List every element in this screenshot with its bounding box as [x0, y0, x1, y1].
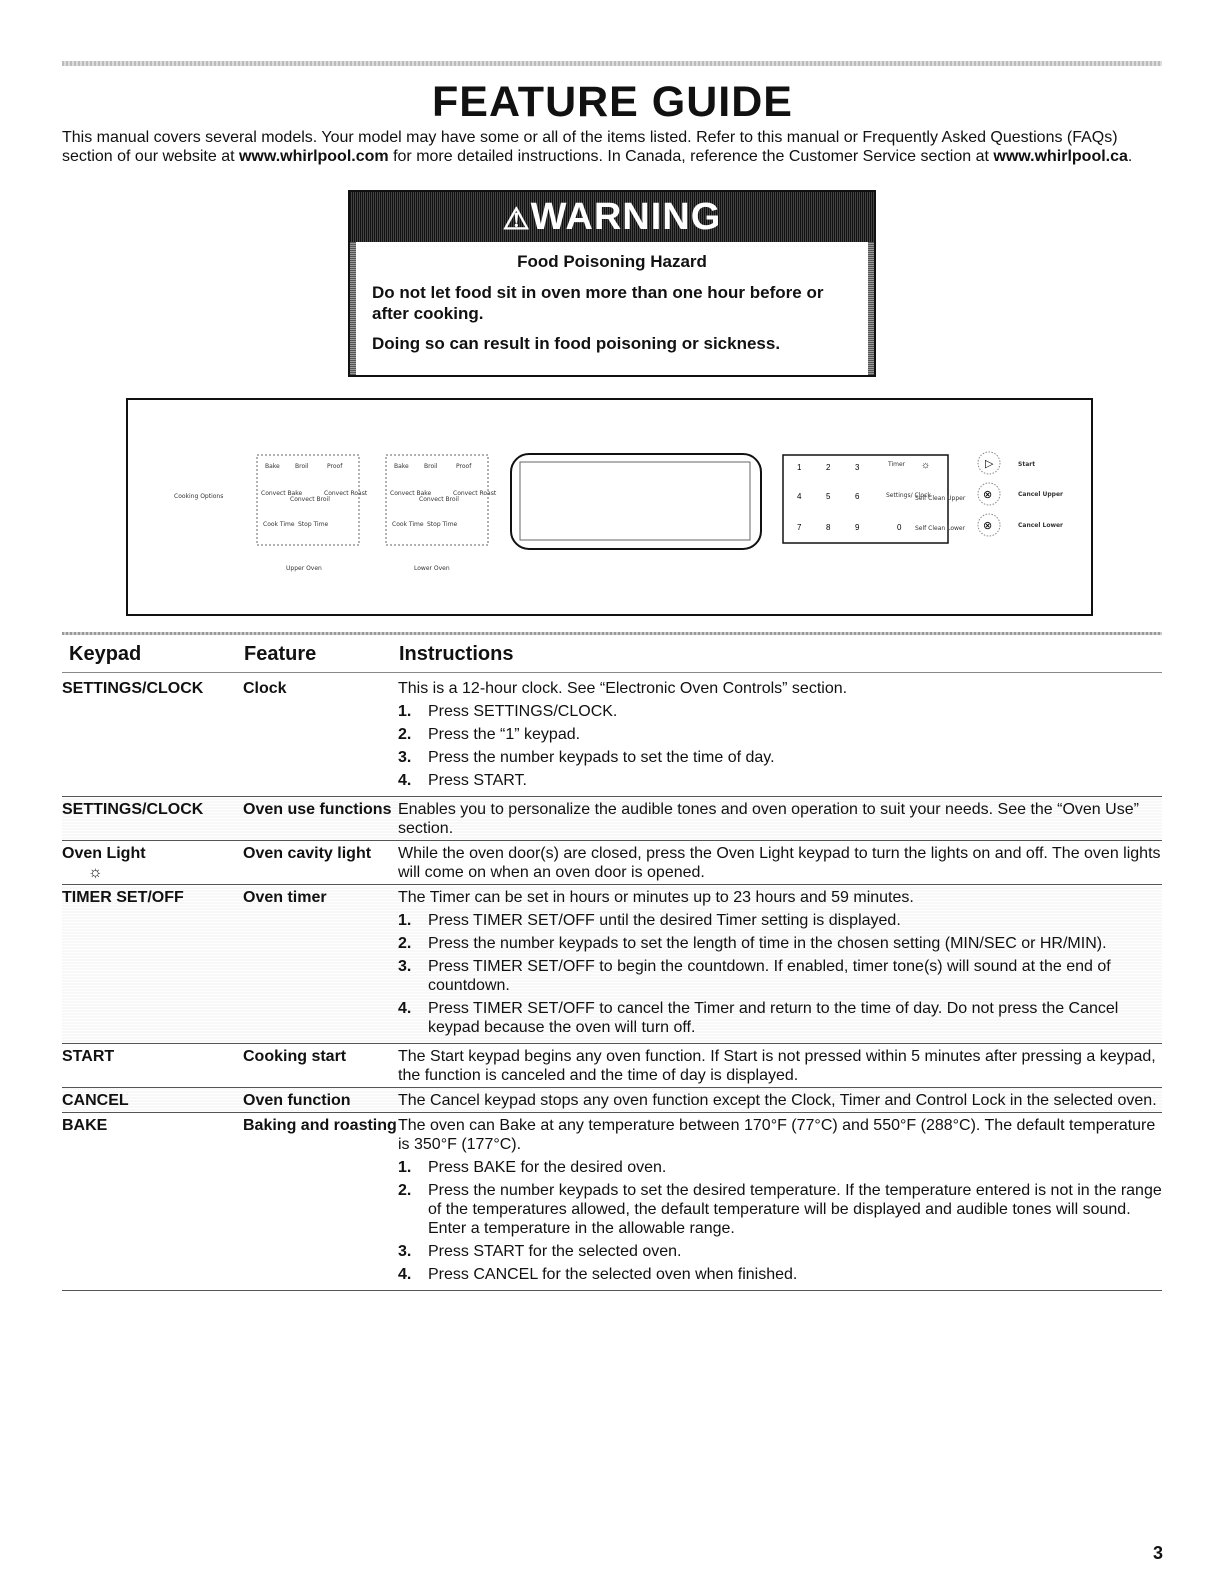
step-text: Press the number keypads to set the time of day. — [428, 749, 775, 766]
keypad-cell: START — [62, 1048, 115, 1065]
feature-table — [62, 676, 1162, 1291]
whirlpool-ca-link[interactable]: www.whirlpool.ca — [993, 148, 1128, 165]
header-keypad: Keypad — [69, 643, 142, 665]
intro-text-1: This manual covers several models. Your model may have some or all of the items listed. Refer to this manual or Frequently Asked Questions (FAQs) section of our website at — [62, 129, 1118, 165]
step-text: Press BAKE for the desired oven. — [428, 1159, 667, 1176]
warning-subheading: Food Poisoning Hazard — [517, 252, 707, 271]
settings-clock-key[interactable]: Settings/ Clock — [886, 492, 931, 499]
lower-bake-key[interactable]: Bake — [394, 463, 409, 470]
keypad-cell: SETTINGS/CLOCK — [62, 680, 204, 697]
feature-cell: Baking and roasting — [243, 1117, 397, 1134]
instructions-cell — [398, 885, 1162, 1044]
step-item: 4. Press CANCEL for the selected oven when finished. — [398, 1266, 798, 1283]
self-clean-lower-key[interactable]: Self Clean Lower — [915, 525, 966, 532]
key-1[interactable]: 1 — [797, 463, 802, 472]
whirlpool-com-link[interactable]: www.whirlpool.com — [238, 148, 389, 165]
header-instructions: Instructions — [399, 643, 514, 665]
key-4[interactable]: 4 — [797, 492, 802, 501]
header-rule — [62, 672, 1162, 673]
key-0[interactable]: 0 — [897, 523, 902, 532]
table-row — [62, 1088, 1162, 1113]
feature-cell: Cooking start — [243, 1048, 347, 1065]
lower-cook-time-key[interactable]: Cook Time — [392, 521, 424, 528]
step-text: Press the number keypads to set the length of time in the chosen setting (MIN/SEC or HR/MIN). — [428, 935, 1107, 952]
header-feature: Feature — [244, 643, 317, 665]
cancel-upper-icon[interactable]: ⊗ — [983, 489, 993, 501]
step-item: 2. Press the “1” keypad. — [398, 726, 581, 743]
instructions-cell — [398, 1113, 1162, 1291]
step-item: 1. Press SETTINGS/CLOCK. — [398, 703, 618, 720]
instructions-cell: Enables you to personalize the audible tones and oven operation to suit your needs. See the “Oven Use” section. — [398, 797, 1162, 841]
key-5[interactable]: 5 — [826, 492, 831, 501]
page-number: 3 — [1152, 1543, 1163, 1563]
upper-bake-key[interactable]: Bake — [265, 463, 280, 470]
cancel-lower-icon[interactable]: ⊗ — [983, 520, 993, 532]
intro-text-2: for more detailed instructions. In Canada, reference the Customer Service section at — [388, 148, 994, 165]
lower-oven-label: Lower Oven — [414, 565, 450, 572]
upper-convect-bake-key[interactable]: Convect Bake — [261, 490, 303, 497]
table-row — [62, 676, 1162, 797]
upper-stop-time-key[interactable]: Stop Time — [298, 521, 329, 528]
key-8[interactable]: 8 — [826, 523, 831, 532]
warning-body — [350, 282, 874, 354]
display-window-inner — [520, 462, 750, 540]
start-icon[interactable]: ▷ — [985, 458, 994, 470]
keypad-cell — [62, 841, 243, 885]
feature-cell: Oven use functions — [243, 797, 398, 841]
key-3[interactable]: 3 — [855, 463, 860, 472]
timer-key[interactable]: Timer — [888, 461, 906, 468]
step-item: 3. Press TIMER SET/OFF to begin the countdown. If enabled, timer tone(s) will sound at the end of countdown. — [398, 957, 1162, 995]
step-item: 2. Press the number keypads to set the length of time in the chosen setting (MIN/SEC or HR/MIN). — [398, 935, 1107, 952]
upper-proof-key[interactable]: Proof — [327, 463, 343, 470]
warning-icon: ⚠ — [502, 203, 531, 236]
step-text: Press TIMER SET/OFF until the desired Timer setting is displayed. — [428, 912, 901, 929]
step-text: Press the “1” keypad. — [428, 726, 581, 743]
keypad-cell: BAKE — [62, 1117, 108, 1134]
keypad-cell: CANCEL — [62, 1088, 243, 1113]
step-text: Press START for the selected oven. — [428, 1243, 682, 1260]
warning-box — [348, 190, 876, 377]
key-9[interactable]: 9 — [855, 523, 860, 532]
step-text: Press TIMER SET/OFF to begin the countdown. If enabled, timer tone(s) will sound at the end of countdown. — [428, 958, 1111, 994]
warning-line-1: Do not let food sit in oven more than one hour before or after cooking. — [372, 283, 824, 323]
feature-cell: Oven cavity light — [243, 845, 372, 862]
lower-convect-roast-key[interactable]: Convect Roast — [453, 490, 497, 497]
steps-list — [398, 702, 1162, 790]
step-text: Press START. — [428, 772, 527, 789]
lower-convect-broil-key[interactable]: Convect Broil — [419, 496, 459, 503]
lower-broil-key[interactable]: Broil — [424, 463, 438, 470]
lower-stop-time-key[interactable]: Stop Time — [427, 521, 458, 528]
step-text: Press SETTINGS/CLOCK. — [428, 703, 618, 720]
steps-list — [398, 911, 1162, 1037]
warning-line-2: Doing so can result in food poisoning or sickness. — [372, 334, 781, 353]
page-title: FEATURE GUIDE — [432, 78, 793, 126]
step-text: Press TIMER SET/OFF to cancel the Timer and return to the time of day. Do not press the Cancel keypad because the oven will turn off. — [428, 1000, 1119, 1036]
warning-border-left — [350, 242, 356, 375]
cancel-lower-label: Cancel Lower — [1018, 522, 1064, 529]
upper-broil-key[interactable]: Broil — [295, 463, 309, 470]
instructions-cell: While the oven door(s) are closed, press the Oven Light keypad to turn the lights on and off. The oven lights will come on when an oven door is opened. — [398, 845, 1161, 881]
step-text: Press CANCEL for the selected oven when finished. — [428, 1266, 798, 1283]
steps-list — [398, 1158, 1162, 1284]
upper-cook-time-key[interactable]: Cook Time — [263, 521, 295, 528]
feature-cell: Clock — [243, 680, 287, 697]
warning-header — [350, 192, 874, 242]
upper-convect-roast-key[interactable]: Convect Roast — [324, 490, 368, 497]
instructions-text: The oven can Bake at any temperature between 170°F (77°C) and 550°F (288°C). The default temperature is 350°F (177°C). — [398, 1117, 1156, 1153]
control-panel-diagram — [126, 398, 1093, 616]
start-label: Start — [1018, 461, 1036, 468]
instructions-text: This is a 12-hour clock. See “Electronic Oven Controls” section. — [398, 680, 848, 697]
warning-border-right — [868, 242, 874, 375]
intro-text-3: . — [1127, 148, 1133, 165]
step-item: 4. Press START. — [398, 772, 527, 789]
top-rule — [62, 61, 1162, 66]
display-window-outer — [511, 454, 761, 549]
instructions-cell — [398, 676, 1162, 797]
step-item: 2. Press the number keypads to set the desired temperature. If the temperature entered is not in the range of the temperatures allowed, the default temperature will be displayed and audible tones will sound. Enter a temperature in the allowable range. — [398, 1182, 1162, 1237]
feature-cell: Oven function — [243, 1088, 398, 1113]
step-item: 3. Press the number keypads to set the time of day. — [398, 749, 775, 766]
instructions-cell: The Cancel keypad stops any oven function except the Clock, Timer and Control Lock in the selected oven. — [398, 1088, 1162, 1113]
keypad-cell: SETTINGS/CLOCK — [62, 797, 243, 841]
lower-convect-bake-key[interactable]: Convect Bake — [390, 490, 432, 497]
table-row — [62, 797, 1162, 841]
table-row — [62, 1044, 1162, 1088]
upper-convect-broil-key[interactable]: Convect Broil — [290, 496, 330, 503]
intro-paragraph — [62, 128, 1172, 166]
upper-oven-label: Upper Oven — [286, 565, 322, 572]
table-row — [62, 1113, 1162, 1291]
step-item: 1. Press TIMER SET/OFF until the desired Timer setting is displayed. — [398, 912, 901, 929]
lower-proof-key[interactable]: Proof — [456, 463, 472, 470]
step-item: 1. Press BAKE for the desired oven. — [398, 1159, 667, 1176]
self-clean-upper-key[interactable]: Self Clean Upper — [915, 495, 966, 502]
step-item: 4. Press TIMER SET/OFF to cancel the Timer and return to the time of day. Do not press the Cancel keypad because the oven will turn off. — [398, 999, 1162, 1037]
instructions-cell: The Start keypad begins any oven function. If Start is not pressed within 5 minutes after pressing a keypad, the function is canceled and the time of day is displayed. — [398, 1048, 1156, 1084]
step-item: 3. Press START for the selected oven. — [398, 1243, 682, 1260]
instructions-text: The Timer can be set in hours or minutes up to 23 hours and 59 minutes. — [398, 889, 914, 906]
key-2[interactable]: 2 — [826, 463, 831, 472]
oven-light-icon[interactable]: ☼ — [921, 460, 931, 471]
cooking-options-label: Cooking Options — [174, 493, 224, 500]
table-row — [62, 841, 1162, 885]
table-row — [62, 885, 1162, 1044]
cancel-upper-label: Cancel Upper — [1018, 491, 1063, 498]
control-panel-svg — [128, 400, 1091, 614]
oven-light-icon: ☼ — [88, 864, 103, 881]
table-top-rule — [62, 632, 1162, 635]
warning-heading: WARNING — [530, 196, 722, 238]
feature-cell: Oven timer — [243, 885, 398, 1044]
key-6[interactable]: 6 — [855, 492, 860, 501]
keypad-label: Oven Light — [62, 845, 146, 862]
keypad-cell: TIMER SET/OFF — [62, 885, 243, 1044]
step-text: Press the number keypads to set the desired temperature. If the temperature entered is not in the range of the temperatures allowed, the default temperature will be displayed and audible tones will sound. Enter a temperature in the allowable range. — [428, 1182, 1162, 1237]
key-7[interactable]: 7 — [797, 523, 802, 532]
